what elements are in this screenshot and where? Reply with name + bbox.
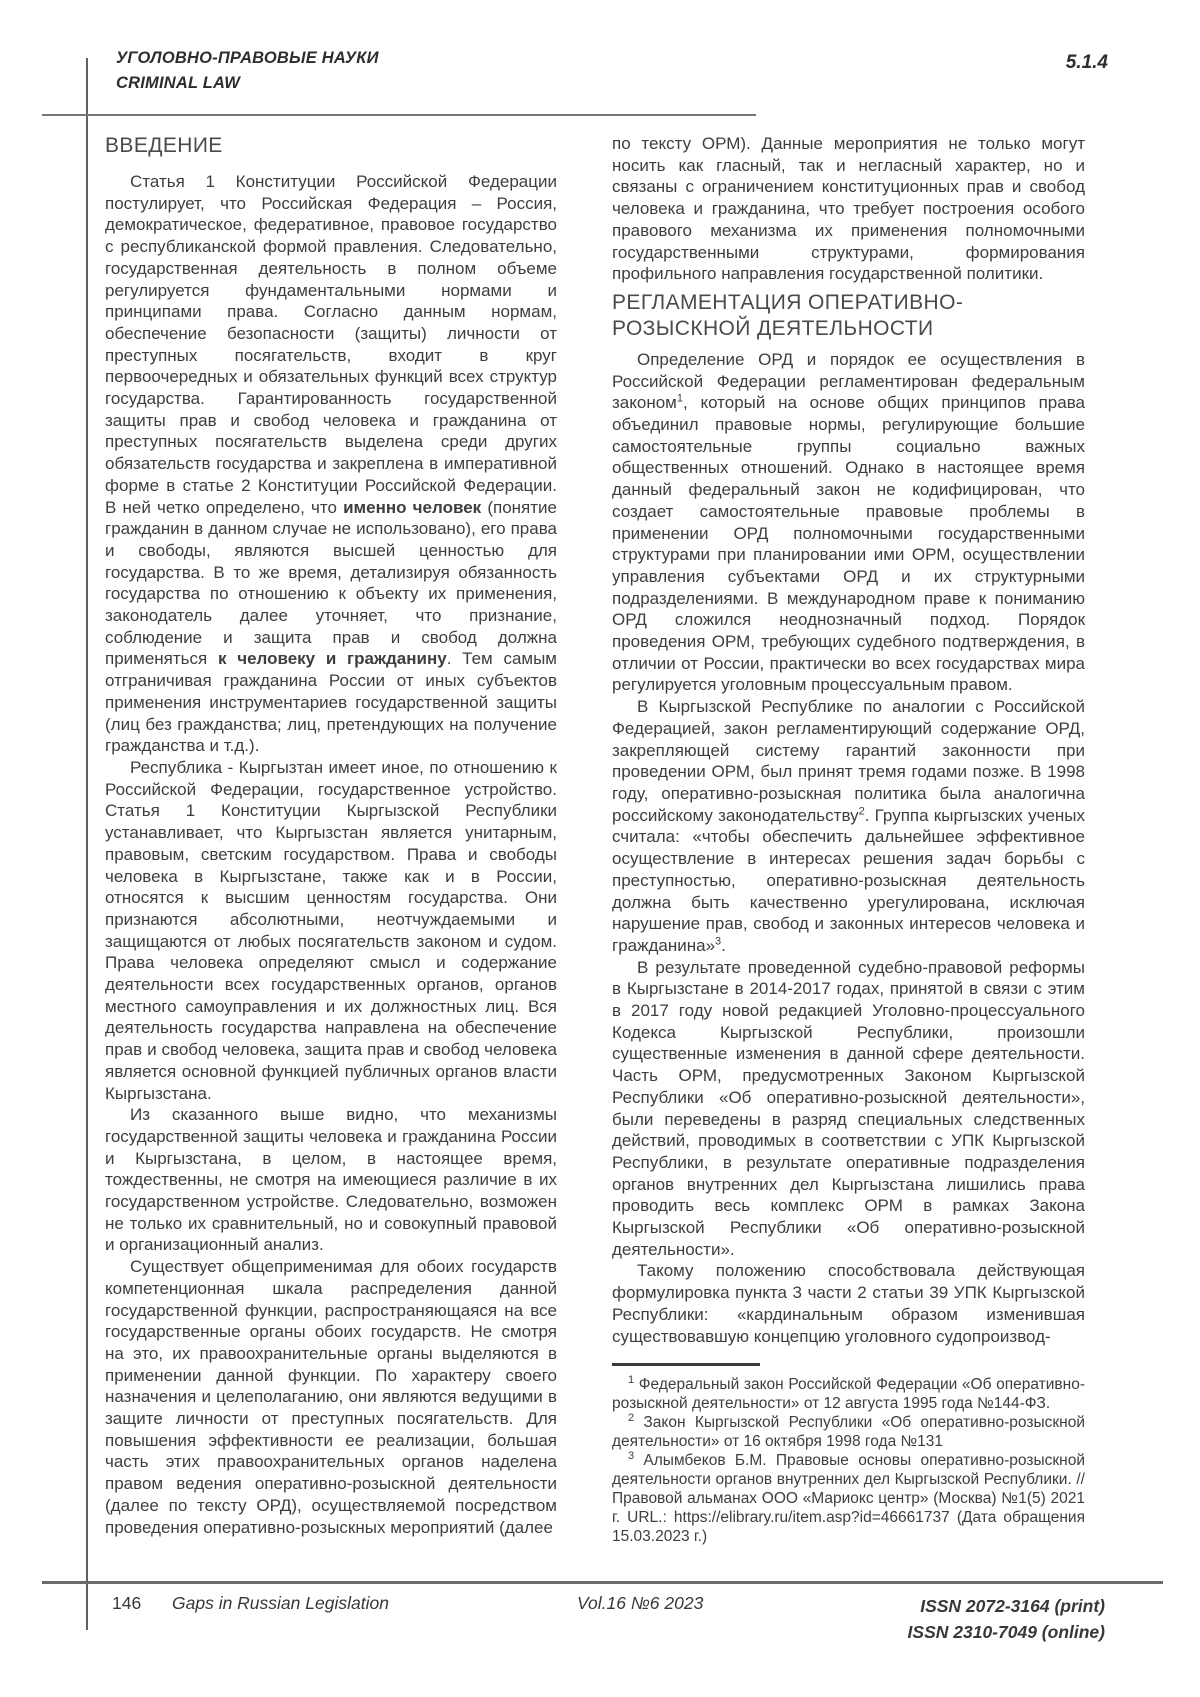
footnote-marker: 3 xyxy=(628,1450,635,1463)
footnote-marker: 1 xyxy=(676,392,683,405)
footnote-separator xyxy=(612,1363,760,1366)
paragraph xyxy=(612,133,1085,285)
regulation-heading: РЕГЛАМЕНТАЦИЯ ОПЕРАТИВНО-РОЗЫСКНОЙ ДЕЯТЕЛЬНОСТИ xyxy=(612,290,964,340)
left-column xyxy=(105,133,557,1538)
issn-online: ISSN 2310-7049 (online) xyxy=(907,1622,1105,1642)
regulation-paragraphs xyxy=(612,349,1085,1347)
text-segment: к человеку и гражданину xyxy=(217,649,447,669)
text-segment: . xyxy=(721,935,726,955)
paragraph xyxy=(612,957,1085,1261)
right-column xyxy=(612,133,1085,1546)
paragraph xyxy=(612,1451,1085,1546)
paragraph xyxy=(612,349,1085,696)
footnotes-block xyxy=(612,1363,1085,1546)
text-segment: , который на основе общих принципов права объединил правовые нормы, регулирующие большие самостоятельные группы социально важных общественных отношений. Однако в настоящее время данный федеральный закон не кодифицирован, что создает самостоятельные правовые проблемы в применении ОРД полномочными государственными структурами при планировании ими ОРМ, осуществлении управления субъектами ОРД и их структурными подразделениями. В международном праве к пониманию ОРД сложился неоднозначный подход. Порядок проведения ОРМ, требующих судебного подтверждения, в отличии от России, практически во всех государствах мира регулируется уголовным процессуальным правом. xyxy=(612,393,1085,695)
specialty-code: 5.1.4 xyxy=(1065,52,1108,73)
page-header xyxy=(116,46,379,96)
paragraph xyxy=(105,1256,557,1538)
section-title-en: CRIMINAL LAW xyxy=(116,74,240,92)
paragraph xyxy=(105,1104,557,1256)
text-segment: Закон Кыргызской Республики «Об оперативно-розыскной деятельности» от 16 октября 1998 года №131 xyxy=(612,1414,1085,1451)
text-segment: . Тем самым отграничивая гражданина России от иных субъектов применения инструментариев государственной защиты (лиц без гражданства; лиц, претендующих на получение гражданства и т.д.). xyxy=(105,649,557,756)
text-segment: по тексту ОРМ). Данные мероприятия не только могут носить как гласный, так и негласный характер, но и связаны с ограничением конституционных прав и свобод человека и гражданина, что требует построения особого правового механизма их применения полномочными государственными структурами, формирования профильного направления государственной политики. xyxy=(612,134,1085,284)
text-segment: Федеральный закон Российской Федерации «Об оперативно-розыскной деятельности» от 12 августа 1995 года №144-ФЗ. xyxy=(612,1376,1085,1413)
issn-block xyxy=(908,1593,1105,1645)
footnote-marker: 2 xyxy=(858,805,865,818)
text-segment: Из сказанного выше видно, что механизмы государственной защиты человека и гражданина России и Кыргызстана, в целом, в настоящее время, тождественны, не смотря на имеющиеся различие в их государственном устройстве. Следовательно, возможен не только их сравнительный, но и совокупный правовой и организационный анализ. xyxy=(105,1105,557,1255)
text-segment: Статья 1 Конституции Российской Федерации постулирует, что Российская Федерация – Россия, демократическое, федеративное, правовое государство с республиканской формой правления. Следовательно, государственная деятельность в полном объеме регулируется фундаментальными нормами и принципами права. Согласно данным нормам, обеспечение безопасности (защиты) личности от преступных посягательств, входит в круг первоочередных и обязательных функций всех структур государства. Гарантированность государственной защиты прав и свобод человека и гражданина от преступных посягательств выделена среди других обязательств государства и закреплена в императивной форме в статье 2 Конституции Российской Федерации. В ней четко определено, что xyxy=(105,172,557,517)
footnote-list xyxy=(612,1375,1085,1546)
text-segment: Алымбеков Б.М. Правовые основы оперативно-розыскной деятельности органов внутренних дел Кыргызской Республики. //Правовой альманах ООО «Мариокс центр» (Москва) №1(5) 2021 г. URL.: https://elibrary.ru/item.asp?id=46661737 (Дата обращения 15.03.2023 г.) xyxy=(612,1452,1085,1546)
issn-print: ISSN 2072-3164 (print) xyxy=(920,1596,1105,1616)
text-segment: Существует общеприменимая для обоих государств компетенционная шкала распределения данной государственной функции, распространяющаяся на все государственные органы обоих государств. Не смотря на это, их правоохранительные органы выделяются в применении данной функции. По характеру своего назначения и целеполаганию, они являются ведущими в защите личности от преступных посягательств. Для повышения эффективности ее реализации, большая часть этих правоохранительных органов наделена правом ведения оперативно-розыскной деятельности (далее по тексту ОРД), осуществляемой посредством проведения оперативно-розыскных мероприятий (далее xyxy=(105,1257,557,1537)
intro-heading: ВВЕДЕНИЕ xyxy=(105,134,223,157)
text-segment: именно человек xyxy=(343,497,482,517)
page-number: 146 xyxy=(112,1593,142,1613)
paragraph xyxy=(612,1375,1085,1413)
paragraph xyxy=(105,757,557,1104)
text-segment: (понятие гражданин в данном случае не использовано), его права и свободы, являются высшей ценностью для государства. В то же время, детализируя обязанность государства по отношению к объекту их применения, законодатель далее уточняет, что признание, соблюдение и защита прав и свобод должна применяться xyxy=(105,497,557,669)
paragraph xyxy=(612,696,1085,956)
footnote-marker: 1 xyxy=(628,1374,635,1387)
text-segment: Определение ОРД и порядок ее осуществления в Российской Федерации регламентирован федеральным законом xyxy=(612,349,1085,413)
text-segment: В Кыргызской Республике по аналогии с Российской Федерацией, закон регламентирующий содержание ОРД, закрепляющей систему гарантий законности при проведении ОРМ, был принят тремя годами позже. В 1998 году, оперативно-розыскная политика была аналогична российскому законодательству xyxy=(612,697,1085,825)
footnote-marker: 2 xyxy=(628,1412,635,1425)
footer-divider xyxy=(42,1581,1163,1584)
paragraph xyxy=(105,171,557,757)
text-segment: Республика - Кыргызтан имеет иное, по отношению к Российской Федерации, государственное устройство. Статья 1 Конституции Кыргызской Республики устанавливает, что Кыргызстан является унитарным, правовым, светским государством. Права и свободы человека в Кыргызстане, также как и в России, относятся к высшим ценностям государства. Они признаются абсолютными, неотчуждаемыми и защищаются от любых посягательств законом и судом. Права человека определяют смысл и содержание деятельности всех государственных органов, органов местного самоуправления и их должностных лиц. Вся деятельность государства направлена на обеспечение прав и свобод человека, защита прав и свобод человека является основной функцией публичных органов власти Кыргызстана. xyxy=(105,757,557,1103)
journal-title: Gaps in Russian Legislation xyxy=(172,1593,389,1613)
paragraph xyxy=(612,1260,1085,1347)
text-segment: . Группа кыргызских ученых считала: «чтобы обеспечить дальнейшее эффективное осуществление в интересах решения задач борьбы с преступностью, оперативно-розыскная деятельность должна быть качественно урегулирована, исключая нарушение прав, свобод и законных интересов человека и гражданина» xyxy=(612,805,1086,955)
intro-paragraphs xyxy=(105,171,557,1538)
continuation-paragraphs xyxy=(612,133,1085,285)
footnote-marker: 3 xyxy=(715,935,722,948)
issue-info: Vol.16 №6 2023 xyxy=(577,1593,704,1613)
paragraph xyxy=(612,1413,1085,1451)
text-segment: В результате проведенной судебно-правовой реформы в Кыргызстане в 2014-2017 годах, принятой в связи с этим в 2017 году новой редакцией Уголовно-процессуального Кодекса Кыргызской Республики, произошли существенные изменения в данной сфере деятельности. Часть ОРМ, предусмотренных Законом Кыргызской Республики «Об оперативно-розыскной деятельности», были переведены в разряд специальных следственных действий, проводимых в соответствии с УПК Кыргызской Республики, в результате оперативные подразделения органов внутренних дел Кыргызстана лишились права проводить весь комплекс ОРМ в рамках Закона Кыргызской Республики «Об оперативно-розыскной деятельности». xyxy=(612,957,1085,1259)
section-title-ru: УГОЛОВНО-ПРАВОВЫЕ НАУКИ xyxy=(116,49,379,67)
header-divider xyxy=(42,114,756,116)
text-segment: Такому положению способствовала действующая формулировка пункта 3 части 2 статьи 39 УПК Кыргызской Республики: «кардинальным образом изменившая существовавшую концепцию уголовного судопроизвод- xyxy=(612,1261,1085,1346)
left-margin-rule xyxy=(86,58,88,1630)
